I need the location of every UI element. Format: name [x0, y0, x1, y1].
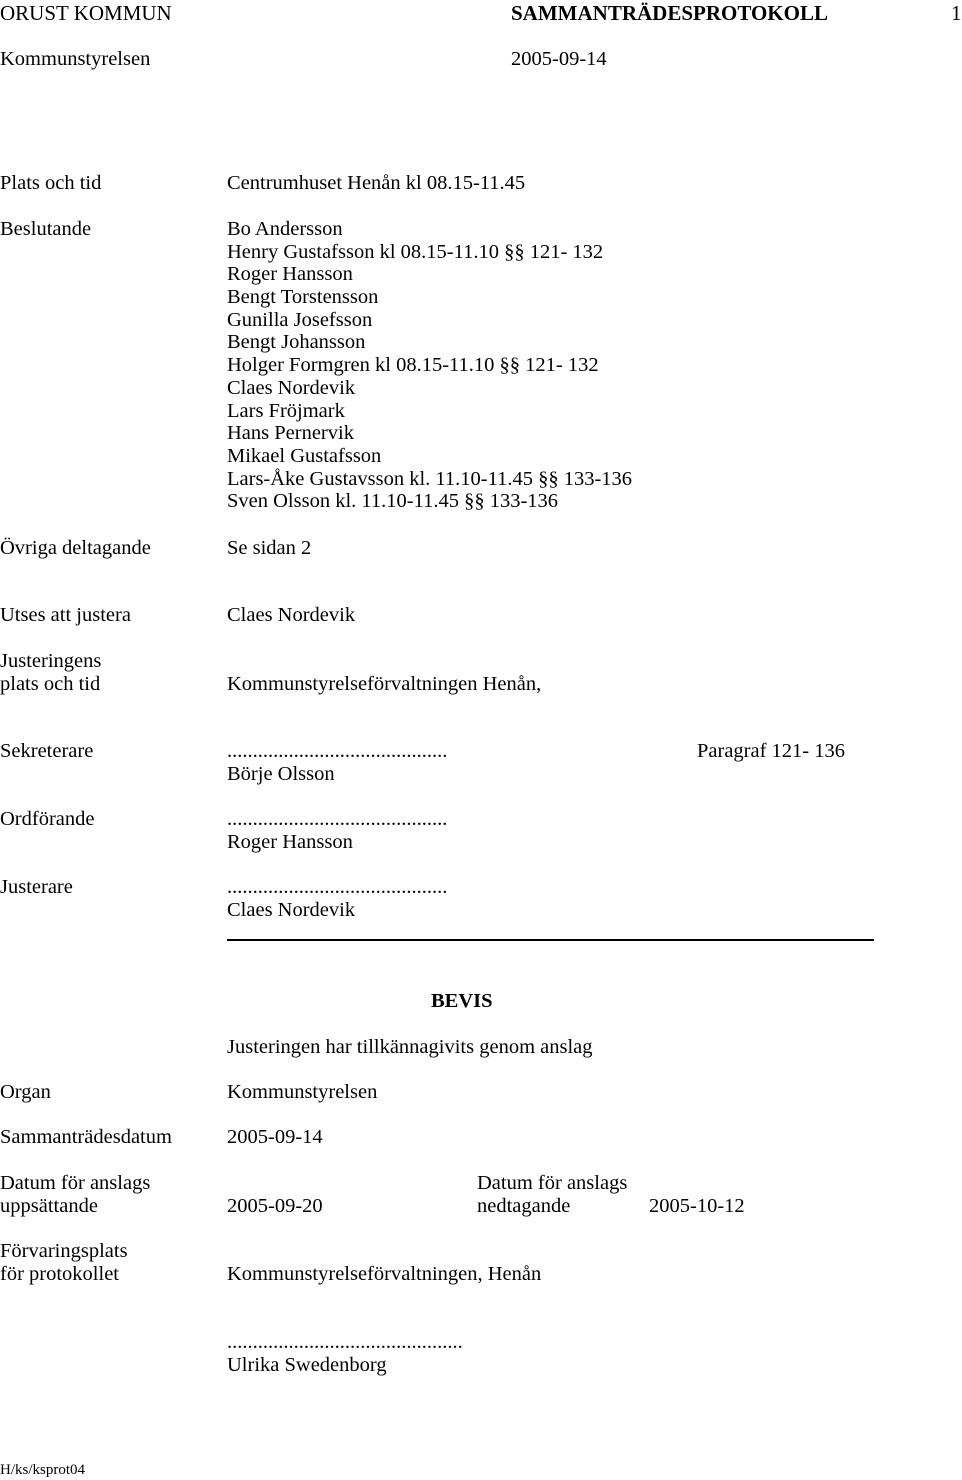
- org-name: ORUST KOMMUN: [0, 1, 172, 25]
- deciding-label: Beslutande: [0, 218, 92, 240]
- member-item: Bo Andersson: [227, 218, 343, 240]
- member-item: Mikael Gustafsson: [227, 444, 382, 467]
- chair-signature-line: ...........................................: [227, 808, 448, 830]
- others-label: Övriga deltagande: [0, 537, 151, 559]
- signer-adjuster-name: Claes Nordevik: [227, 899, 356, 921]
- storage-label-1: Förvaringsplats: [0, 1240, 128, 1262]
- adjuster-label: Utses att justera: [0, 604, 131, 626]
- secretary-signature-line: ...........................................: [227, 740, 448, 762]
- member-item: Gunilla Josefsson: [227, 308, 373, 331]
- others-value: Se sidan 2: [227, 537, 312, 559]
- place-label: Plats och tid: [0, 172, 102, 194]
- organ-label: Organ: [0, 1081, 51, 1103]
- adjust-place-value: Kommunstyrelseförvaltningen Henån,: [227, 673, 542, 695]
- section-divider: [227, 939, 874, 941]
- doc-type: SAMMANTRÄDESPROTOKOLL: [511, 1, 828, 25]
- chair-label: Ordförande: [0, 808, 95, 830]
- removal-label-2: nedtagande: [477, 1195, 571, 1217]
- adjuster-signature-line: ...........................................: [227, 876, 448, 898]
- posting-label-2: uppsättande: [0, 1195, 98, 1217]
- adjust-place-label-2: plats och tid: [0, 673, 101, 695]
- footer-path: H/ks/ksprot04: [0, 1462, 86, 1478]
- header-date: 2005-09-14: [511, 48, 607, 70]
- adjust-place-label-1: Justeringens: [0, 650, 102, 672]
- member-item: Lars-Åke Gustavsson kl. 11.10-11.45 §§ 133-136: [227, 467, 633, 490]
- removal-date: 2005-10-12: [649, 1195, 745, 1217]
- member-item: Roger Hansson: [227, 263, 353, 286]
- storage-label-2: för protokollet: [0, 1263, 119, 1285]
- adjuster-value: Claes Nordevik: [227, 604, 356, 626]
- bevis-statement: Justeringen har tillkännagivits genom anslag: [227, 1036, 593, 1058]
- deciding-members-list: [227, 218, 632, 513]
- member-item: Claes Nordevik: [227, 376, 356, 399]
- bevis-title: BEVIS: [431, 990, 493, 1012]
- meeting-date-label: Sammanträdesdatum: [0, 1126, 172, 1148]
- member-item: Hans Pernervik: [227, 422, 354, 445]
- secretary-label: Sekreterare: [0, 740, 94, 762]
- member-item: Bengt Torstensson: [227, 286, 379, 309]
- member-item: Holger Formgren kl 08.15-11.10 §§ 121- 132: [227, 354, 599, 377]
- place-value: Centrumhuset Henån kl 08.15-11.45: [227, 172, 526, 194]
- signer-adjuster-label: Justerare: [0, 876, 73, 898]
- signer-name: Ulrika Swedenborg: [227, 1354, 387, 1376]
- posting-label-1: Datum för anslags: [0, 1172, 151, 1194]
- member-item: Bengt Johansson: [227, 331, 366, 354]
- signer-signature-line: ..............................................: [227, 1331, 463, 1353]
- paragraph-range: Paragraf 121- 136: [697, 740, 846, 762]
- chair-name: Roger Hansson: [227, 831, 353, 853]
- member-item: Lars Fröjmark: [227, 399, 345, 422]
- storage-value: Kommunstyrelseförvaltningen, Henån: [227, 1263, 542, 1285]
- removal-label-1: Datum för anslags: [477, 1172, 628, 1194]
- meeting-date-value: 2005-09-14: [227, 1126, 323, 1148]
- header-body: Kommunstyrelsen: [0, 48, 151, 70]
- posting-date: 2005-09-20: [227, 1195, 323, 1217]
- page-number: 1: [951, 1, 962, 25]
- member-item: Henry Gustafsson kl 08.15-11.10 §§ 121- 132: [227, 240, 604, 263]
- secretary-name: Börje Olsson: [227, 763, 335, 785]
- organ-value: Kommunstyrelsen: [227, 1081, 378, 1103]
- member-item: Sven Olsson kl. 11.10-11.45 §§ 133-136: [227, 490, 559, 513]
